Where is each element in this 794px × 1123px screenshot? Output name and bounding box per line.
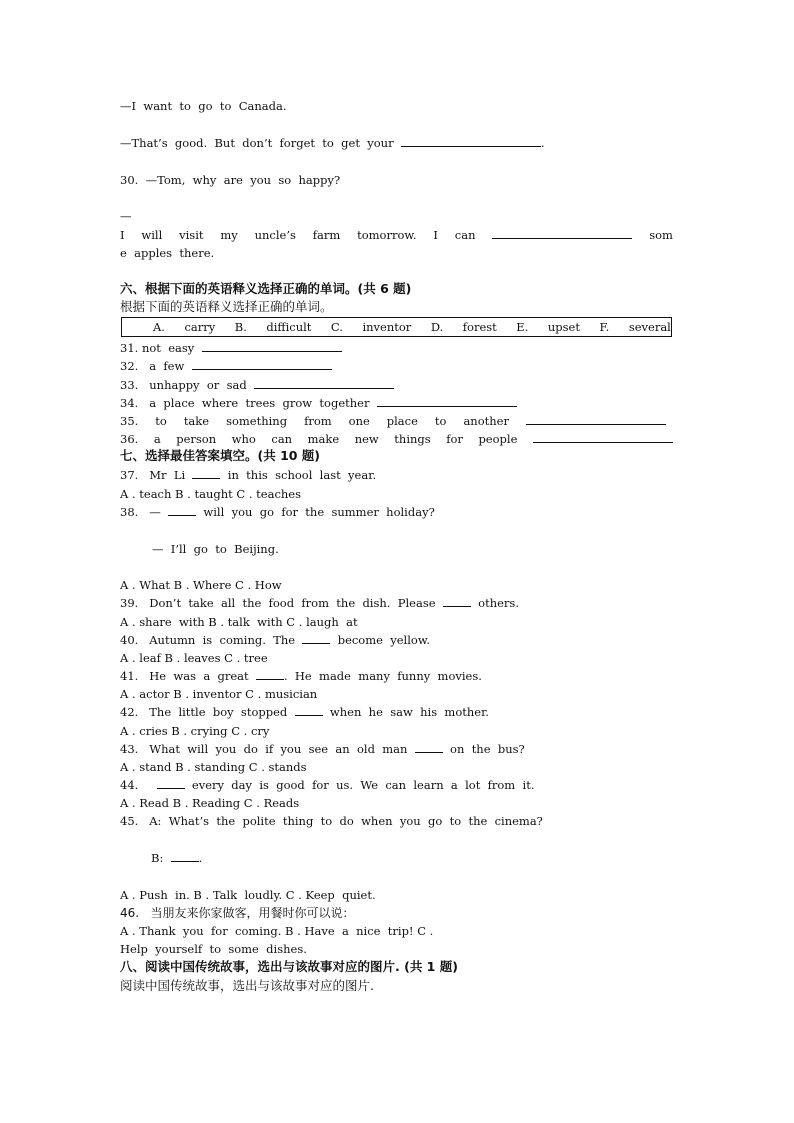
word: place bbox=[386, 414, 418, 428]
dialog-line-2-end: . bbox=[540, 136, 545, 150]
question-41 bbox=[120, 669, 482, 683]
question-43-text-2: on the bus? bbox=[450, 742, 525, 756]
question-39-options: A . share with B . talk with C . laugh at bbox=[120, 615, 358, 629]
answer-blank[interactable] bbox=[295, 705, 323, 716]
word: a bbox=[153, 432, 161, 446]
word: my bbox=[220, 228, 238, 242]
word: people bbox=[478, 432, 518, 446]
question-38-text: 38. — bbox=[120, 505, 161, 519]
option-letter: E. bbox=[516, 320, 529, 334]
question-31-text: 31. not easy bbox=[120, 341, 195, 355]
question-35 bbox=[120, 414, 666, 428]
option-word: upset bbox=[547, 320, 580, 334]
word: som bbox=[649, 228, 673, 242]
word: take bbox=[183, 414, 210, 428]
question-34-text: 34. a place where trees grow together bbox=[120, 396, 370, 410]
option-word: carry bbox=[184, 320, 216, 334]
question-38-options: A . What B . Where C . How bbox=[120, 578, 282, 592]
section-8-instruction: 阅读中国传统故事，选出与该故事对应的图片. bbox=[120, 978, 374, 993]
answer-blank[interactable] bbox=[302, 633, 330, 644]
answer-blank[interactable] bbox=[492, 228, 632, 239]
section-6-instruction: 根据下面的英语释义选择正确的单词。 bbox=[120, 299, 333, 314]
answer-blank[interactable] bbox=[443, 596, 471, 607]
question-46: 46. 当朋友来你家做客，用餐时你可以说： bbox=[120, 906, 355, 920]
option-letter: C. bbox=[330, 320, 343, 334]
question-46-options: A . Thank you for coming. B . Have a nice trip! C . bbox=[120, 924, 434, 938]
question-30: 30. —Tom, why are you so happy? bbox=[120, 173, 341, 187]
question-32 bbox=[120, 359, 332, 373]
question-40-options: A . leaf B . leaves C . tree bbox=[120, 651, 268, 665]
word: for bbox=[446, 432, 463, 446]
word: can bbox=[454, 228, 476, 242]
question-40 bbox=[120, 633, 430, 647]
dialog-line-1: —I want to go to Canada. bbox=[120, 99, 287, 113]
question-44-options: A . Read B . Reading C . Reads bbox=[120, 796, 300, 810]
section-7-title-text: 七、选择最佳答案填空。(共 10 题) bbox=[120, 448, 321, 463]
word: 36. bbox=[120, 432, 139, 446]
question-40-text-2: become yellow. bbox=[337, 633, 430, 647]
option-letter: F. bbox=[599, 320, 610, 334]
question-44-text-2: every day is good for us. We can learn a lot from it. bbox=[191, 778, 535, 792]
answer-blank[interactable] bbox=[168, 505, 196, 516]
word: new bbox=[354, 432, 379, 446]
answer-blank[interactable] bbox=[157, 778, 185, 789]
answer-blank[interactable] bbox=[401, 136, 541, 147]
option-letter: B. bbox=[234, 320, 247, 334]
section-6-title-text: 六、根据下面的英语释义选择正确的单词。(共 6 题) bbox=[120, 281, 412, 296]
option-word: inventor bbox=[362, 320, 412, 334]
word: from bbox=[304, 414, 332, 428]
answer-blank[interactable] bbox=[254, 378, 394, 389]
answer-blank[interactable] bbox=[256, 669, 284, 680]
word: 35. bbox=[120, 414, 139, 428]
word: I bbox=[120, 228, 125, 242]
answer-blank[interactable] bbox=[202, 341, 342, 352]
question-42-text: 42. The little boy stopped bbox=[120, 705, 288, 719]
word: tomorrow. bbox=[357, 228, 417, 242]
question-46-options-cont: Help yourself to some dishes. bbox=[120, 942, 307, 956]
dialog-line-2 bbox=[120, 136, 545, 150]
word: visit bbox=[179, 228, 204, 242]
question-39 bbox=[120, 596, 519, 610]
word-bank-options bbox=[153, 320, 671, 334]
answer-blank[interactable] bbox=[171, 851, 199, 862]
question-41-text: 41. He was a great bbox=[120, 669, 249, 683]
word: farm bbox=[312, 228, 341, 242]
option-word: several bbox=[628, 320, 671, 334]
dialog-line-2-text: —That’s good. But don’t forget to get your bbox=[120, 136, 394, 150]
question-31 bbox=[120, 341, 342, 355]
question-38-text-2: will you go for the summer holiday? bbox=[203, 505, 435, 519]
question-36 bbox=[120, 432, 673, 446]
answer-blank[interactable] bbox=[526, 414, 666, 425]
question-41-text-2: . He made many funny movies. bbox=[283, 669, 482, 683]
answer-blank[interactable] bbox=[377, 396, 517, 407]
question-37-text: 37. Mr Li bbox=[120, 468, 186, 482]
question-39-text: 39. Don’t take all the food from the dish. Please bbox=[120, 596, 436, 610]
question-45-options: A . Push in. B . Talk loudly. C . Keep quiet. bbox=[120, 888, 376, 902]
question-45-b-end: . bbox=[198, 851, 203, 865]
word: another bbox=[463, 414, 509, 428]
question-32-text: 32. a few bbox=[120, 359, 185, 373]
question-45-b bbox=[151, 851, 202, 865]
question-42 bbox=[120, 705, 489, 719]
question-30-answer-line bbox=[120, 228, 673, 242]
word: to bbox=[434, 414, 447, 428]
option-letter: A. bbox=[153, 320, 165, 334]
word: I bbox=[433, 228, 438, 242]
question-43-options: A . stand B . standing C . stands bbox=[120, 760, 307, 774]
word: make bbox=[307, 432, 340, 446]
section-7-title bbox=[120, 448, 320, 464]
word: will bbox=[141, 228, 163, 242]
option-word: difficult bbox=[266, 320, 312, 334]
question-39-text-2: others. bbox=[478, 596, 519, 610]
question-42-options: A . cries B . crying C . cry bbox=[120, 724, 270, 738]
question-45: 45. A: What’s the polite thing to do when you go to the cinema? bbox=[120, 814, 543, 828]
question-37 bbox=[120, 468, 376, 482]
answer-blank[interactable] bbox=[533, 432, 673, 443]
question-30-dash: — bbox=[120, 209, 132, 223]
question-30-answer-cont: e apples there. bbox=[120, 246, 215, 260]
question-37-options: A . teach B . taught C . teaches bbox=[120, 487, 302, 501]
question-40-text: 40. Autumn is coming. The bbox=[120, 633, 296, 647]
answer-blank[interactable] bbox=[415, 742, 443, 753]
question-44-text: 44. bbox=[120, 778, 139, 792]
answer-blank[interactable] bbox=[192, 359, 332, 370]
section-8-title bbox=[120, 959, 458, 975]
section-8-title-text: 八、阅读中国传统故事，选出与该故事对应的图片. (共 1 题) bbox=[120, 959, 458, 974]
question-43 bbox=[120, 742, 525, 756]
word: can bbox=[271, 432, 293, 446]
question-38 bbox=[120, 505, 435, 519]
question-43-text: 43. What will you do if you see an old man bbox=[120, 742, 408, 756]
word: person bbox=[176, 432, 217, 446]
question-33-text: 33. unhappy or sad bbox=[120, 378, 247, 392]
question-37-text-2: in this school last year. bbox=[227, 468, 377, 482]
word: one bbox=[348, 414, 370, 428]
section-6-title bbox=[120, 281, 411, 297]
word: something bbox=[226, 414, 288, 428]
question-42-text-2: when he saw his mother. bbox=[329, 705, 489, 719]
option-word: forest bbox=[462, 320, 497, 334]
question-38-answer: — I’ll go to Beijing. bbox=[152, 542, 279, 556]
word: to bbox=[155, 414, 167, 428]
answer-blank[interactable] bbox=[192, 468, 220, 479]
question-45-b-label: B: bbox=[151, 851, 164, 865]
word: who bbox=[231, 432, 256, 446]
option-letter: D. bbox=[430, 320, 444, 334]
word: uncle’s bbox=[254, 228, 296, 242]
word: things bbox=[394, 432, 431, 446]
question-33 bbox=[120, 378, 394, 392]
question-44 bbox=[120, 778, 534, 792]
question-41-options: A . actor B . inventor C . musician bbox=[120, 687, 318, 701]
question-34 bbox=[120, 396, 517, 410]
